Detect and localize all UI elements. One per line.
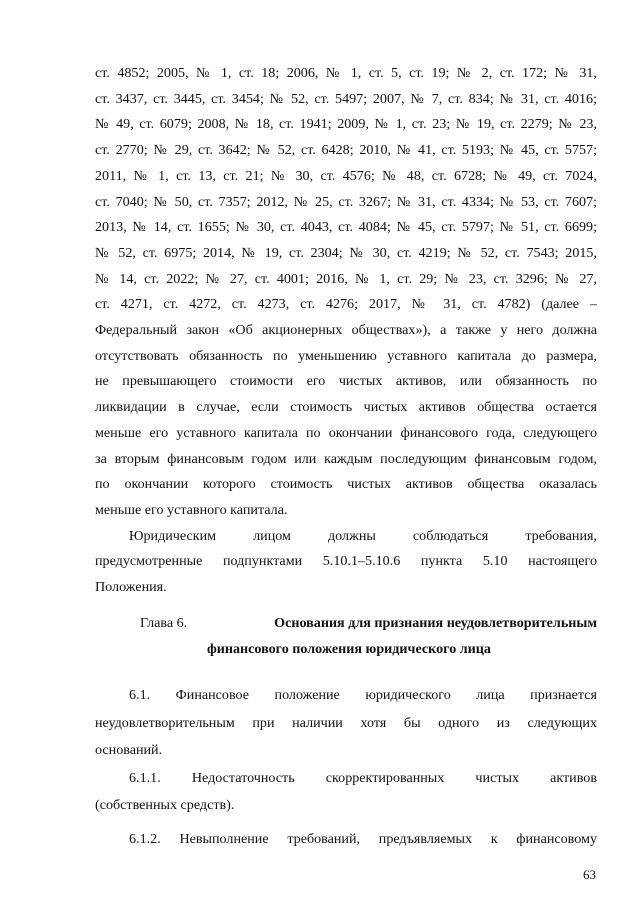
text-line: № 14, ст. 2022; № 27, ст. 4001; 2016, № 1, ст. 29; № 23, ст. 3296; № 27, [95, 270, 597, 287]
text-line: ст. 3437, ст. 3445, ст. 3454; № 52, ст. 5497; 2007, № 7, ст. 834; № 31, ст. 4016; [95, 90, 597, 107]
text-line: № 49, ст. 6079; 2008, № 18, ст. 1941; 2009, № 1, ст. 23; № 19, ст. 2279; № 23, [95, 116, 597, 133]
text-line: Юридическим лицом должны соблюдаться требования, [129, 527, 597, 544]
text-line: меньше его уставного капитала по окончании финансового года, следующего [95, 424, 597, 441]
text-line: ликвидации в случае, если стоимость чистых активов общества остается [95, 399, 597, 416]
chapter-title-line2: финансового положения юридического лица [207, 641, 491, 657]
text-line: ст. 4271, ст. 4272, ст. 4273, ст. 4276; 2017, № 31, ст. 4782) (далее – [95, 296, 597, 313]
text-line: Федеральный закон «Об акционерных обществах»), а также у него должна [95, 322, 597, 339]
section-6-1 [95, 682, 597, 853]
text-line: ст. 4852; 2005, № 1, ст. 18; 2006, № 1, ст. 5, ст. 19; № 2, ст. 172; № 31, [95, 65, 597, 81]
text-line: Положения. [95, 579, 167, 596]
text-line: за вторым финансовым годом или каждым последующим финансовым годом, [95, 450, 597, 467]
chapter-heading [140, 610, 597, 662]
text-line: (собственных средств). [95, 797, 235, 813]
text-line: 6.1.2. Невыполнение требований, предъявляемых к финансовому [129, 830, 597, 847]
text-line: № 52, ст. 6975; 2014, № 19, ст. 2304; № 30, ст. 4219; № 52, ст. 7543; 2015, [95, 244, 597, 261]
text-line: 2011, № 1, ст. 13, ст. 21; № 30, ст. 4576; № 48, ст. 6728; № 49, ст. 7024, [95, 167, 597, 184]
text-line: 6.1.1. Недостаточность скорректированных чистых активов [129, 769, 597, 786]
text-line: 2013, № 14, ст. 1655; № 30, ст. 4043, ст. 4084; № 45, ст. 5797; № 51, ст. 6699; [95, 219, 597, 236]
text-line: меньше его уставного капитала. [95, 501, 288, 518]
text-line: отсутствовать обязанность по уменьшению уставного капитала до размера, [95, 347, 597, 364]
text-line: по окончании которого стоимость чистых активов общества оказалась [95, 476, 597, 493]
page-number: 63 [583, 867, 596, 882]
chapter-label: Глава 6. [140, 615, 188, 631]
text-line: неудовлетворительным при наличии хотя бы одного из следующих [95, 714, 597, 731]
text-line: предусмотренные подпунктами 5.10.1–5.10.6 пункта 5.10 настоящего [95, 553, 597, 570]
text-line: оснований. [95, 742, 163, 758]
text-line: 6.1. Финансовое положение юридического лица признается [129, 687, 597, 703]
text-line: ст. 2770; № 29, ст. 3642; № 52, ст. 6428; 2010, № 41, ст. 5193; № 45, ст. 5757; [95, 142, 597, 159]
chapter-title-line1: Основания для признания неудовлетворительным [274, 615, 597, 631]
text-line: не превышающего стоимости его чистых активов, или обязанность по [95, 373, 597, 390]
body-text [95, 61, 597, 601]
text-line: ст. 7040; № 50, ст. 7357; 2012, № 25, ст. 3267; № 31, ст. 4334; № 53, ст. 7607; [95, 193, 597, 210]
